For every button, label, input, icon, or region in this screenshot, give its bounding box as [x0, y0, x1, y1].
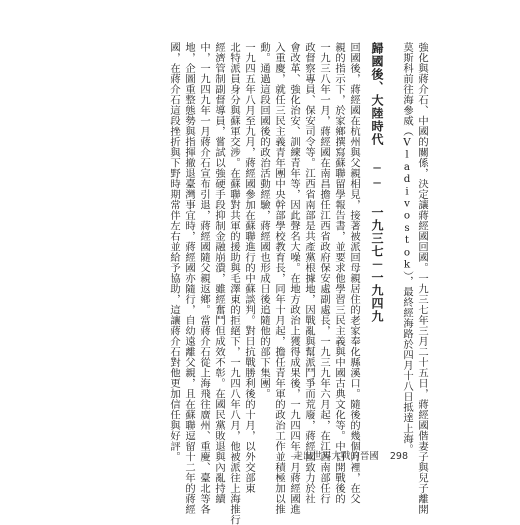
text-column: 地，企圖重整態勢與指揮撤退臺灣事宜時，蔣經國亦隨行，自幼遠離父親，且在蘇聯逗留十二年的蔣經: [183, 42, 195, 515]
text-column: 會改革、強化治安、訓練青年等，因此聲名大噪。在地方政治上獲得成果後，一九四四年一月蔣經國進: [288, 42, 300, 515]
text-column: 入重慶，就任三民主義青年團中央幹部學校教育長，同年十月起，擔任青年軍的政治工作並積極加以推: [273, 42, 285, 515]
text-column: 動。通過這段回國後的政治活動經驗，蔣經國也形成日後追隨他的部下集團。: [258, 42, 270, 399]
page-footer: [293, 448, 408, 462]
text-column: 北特派員身分與蘇軍交涉。在蘇聯對共軍的援助與毛澤東的拒絕下，一九四八年八月，他被派往上海推行: [228, 42, 240, 525]
text-column: 一九三八年一月，蔣經國在南昌擔任江西省政府保安處副處長，一九三九年六月起，在江西南部任行: [318, 42, 330, 504]
running-title: 走出世界大戰的晉國: [293, 451, 379, 462]
text-column: 國，在蔣介石這段挫折與下野時期常伴左右並給予協助，這讓蔣介石對他更加信任與好評。: [168, 42, 180, 462]
text-column: 強化與蔣介石、中國的關係，決定讓蔣經國回國。一九三七年三月二十五日，蔣經國偕妻子與兒子離開: [416, 42, 428, 515]
text-column: 經濟管制副督導員，嘗試以強硬手段抑制金融崩潰，雖經奮鬥但成效不彰。在國民黨敗退與內亂持續: [213, 42, 225, 504]
text-column: 親的指示下，於家鄉撰寫蘇聯留學報告書，並要求他學習三民主義與中國古典文化等。中日開戰後的: [333, 42, 345, 504]
text-column: 政督察專員、保安司令等。江西省南部是共產黨根據地，因戰亂與幫派鬥爭而荒廢，蔣經國致力於社: [303, 42, 315, 504]
text-column: 中，一九四九年一月蔣介石宣布引退，蔣經國隨父親返鄉。當蔣介石從上海飛往廣州、重慶、臺北等各: [198, 42, 210, 515]
section-heading: 歸國後、大陸時代 ── 一九三七－一九四九: [370, 42, 384, 323]
text-column: 一九四五年八月至九月，蔣經國參加在蘇聯進行的中蘇談判。對日抗戰勝利後的十月，以外交部東: [243, 42, 255, 494]
text-column: 回國後，蔣經國在杭州與父親相見，接著被派回母親居住的老家奉化縣溪口。隨後的幾個月裡，在父: [348, 42, 360, 504]
text-column: 莫斯科前往海參威（Vladivostok），最終經海路於四月十八日抵達上海。: [401, 42, 413, 455]
page-number: 298: [389, 451, 408, 462]
